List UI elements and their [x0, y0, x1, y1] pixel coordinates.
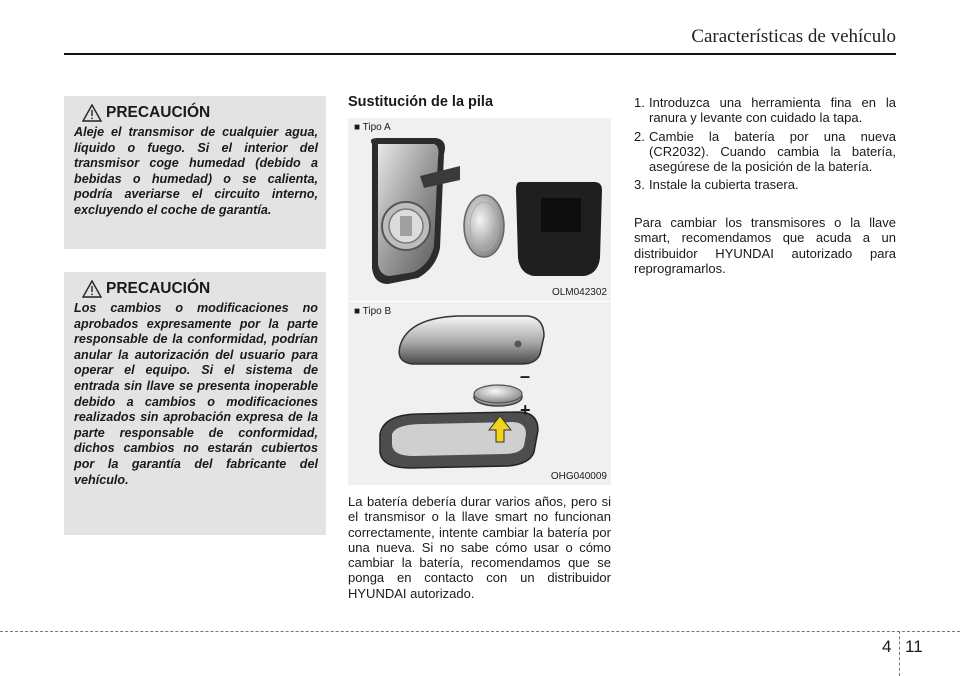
figure-code: OHG040009 [550, 471, 607, 482]
battery-plus-label: + [520, 400, 531, 420]
step-text: Instale la cubierta trasera. [649, 177, 799, 193]
page-number: 11 [905, 637, 923, 656]
figure-code: OLM042302 [551, 287, 607, 298]
reprogram-paragraph: Para cambiar los transmisores o la llave smart, recomendamos que acuda a un distribuidor HYUNDAI autorizado para reprogramarlos. [634, 215, 896, 276]
caution-title: PRECAUCIÓN [106, 104, 211, 121]
step-number: 3. [634, 177, 645, 193]
warning-triangle-icon [82, 104, 102, 122]
figure-tag: ■ Tipo A [354, 122, 391, 133]
caution-text: Los cambios o modificaciones no aprobados expresamente por la parte responsable de la conformidad, podrían anular la autorización del usuario para operar el equipo. Si el sistema de entrada sin llave se presenta inoperable debido a cambios o modificaciones realizados sin aprobación expresa de la parte responsable de conformidad, dichos cambios no estarán cubiertos por la garantía del fabricante del vehículo. [74, 301, 318, 487]
caution-heading [82, 104, 318, 122]
page-header-title: Características de vehículo [691, 26, 896, 47]
chapter-number: 4 [882, 637, 892, 656]
list-item [634, 177, 896, 192]
figure-tag: ■ Tipo B [354, 306, 392, 317]
section-title: Sustitución de la pila [348, 94, 494, 110]
battery-life-paragraph: La batería debería durar varios años, pero si el transmisor o la llave smart no funcionan correctamente, intente cambiar la batería por una nueva. Si no sabe cómo usar o cómo cambiar la batería, recomendamos que se ponga en contacto con un distribuidor HYUNDAI autorizado. [348, 494, 611, 601]
footer-page-separator [899, 631, 900, 676]
header-rule [64, 53, 896, 55]
caution-text: Aleje el transmisor de cualquier agua, líquido o fuego. Si el interior del transmisor coge humedad (debido a bebidas o humedad) o se calienta, podría averiarse el circuito interno, excluyendo el coche de garantía. [74, 125, 318, 217]
caution-box-modifications [64, 272, 326, 535]
list-item [634, 95, 896, 126]
battery-minus-label: – [520, 366, 531, 386]
replacement-steps-list [634, 95, 896, 196]
footer-divider [0, 631, 960, 632]
step-text: Cambie la batería por una nueva (CR2032). Cuando cambia la batería, asegúrese de la posición de la batería. [649, 128, 896, 175]
list-item [634, 129, 896, 175]
caution-title: PRECAUCIÓN [106, 280, 211, 297]
step-text: Introduzca una herramienta fina en la ranura y levante con cuidado la tapa. [649, 95, 896, 126]
caution-box-water [64, 96, 326, 249]
warning-triangle-icon [82, 280, 102, 298]
figure-type-a [348, 118, 611, 301]
figure-type-b [348, 302, 611, 485]
caution-heading [82, 280, 318, 298]
step-number: 1. [634, 95, 645, 110]
key-type-a-illustration [348, 118, 611, 301]
step-number: 2. [634, 128, 645, 144]
key-type-b-illustration [348, 302, 611, 485]
